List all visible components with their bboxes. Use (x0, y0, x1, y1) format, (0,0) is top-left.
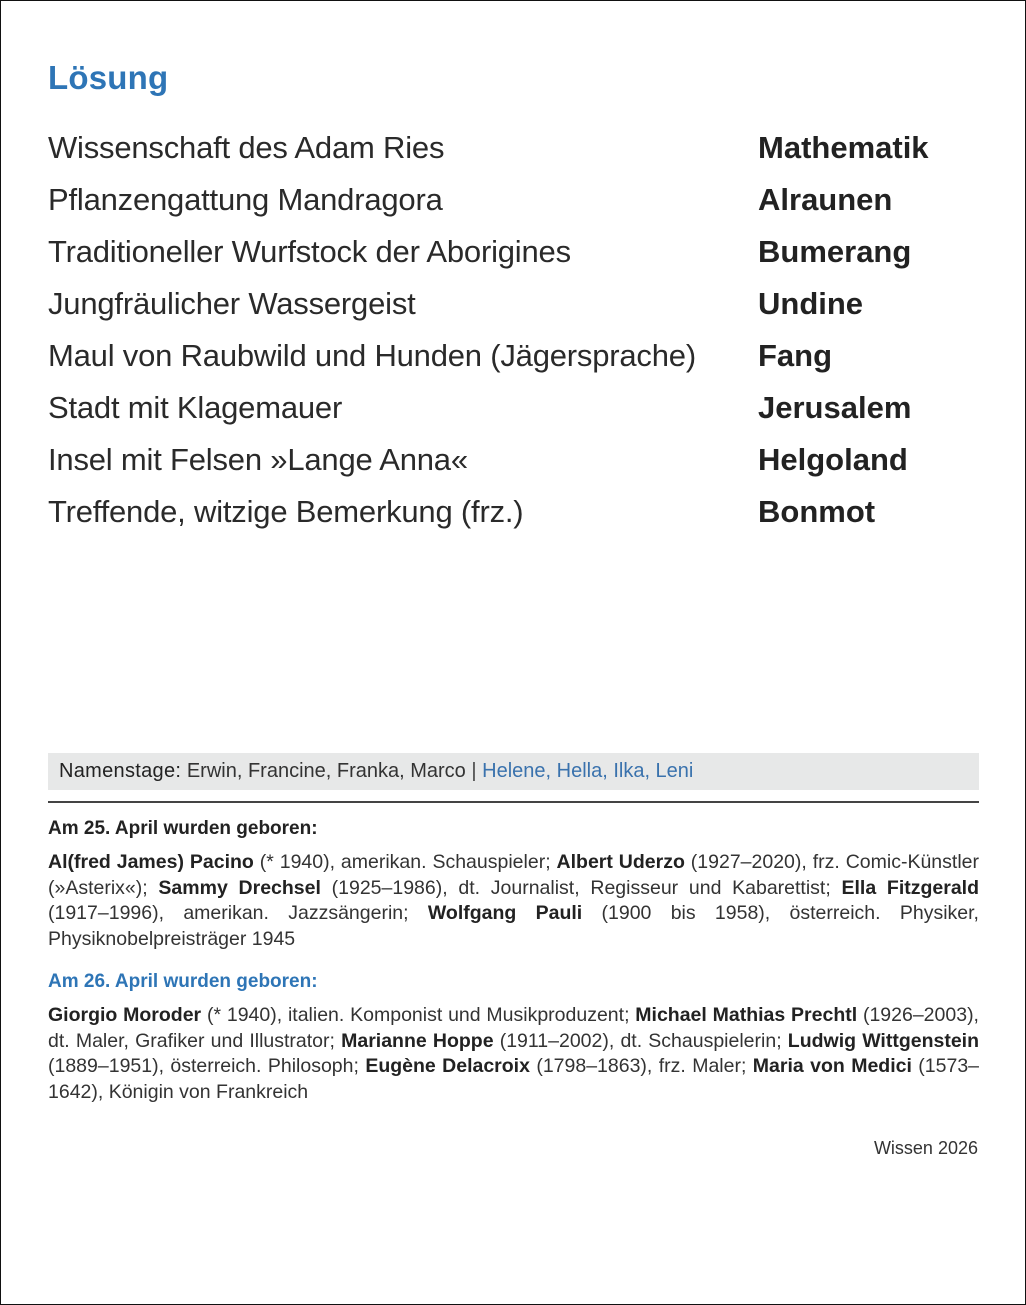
solution-row (48, 122, 988, 174)
person-info: (1798–1863), frz. Maler; (529, 1055, 753, 1077)
person-info: (1926–2003), dt. Maler, Grafiker und Illustrator; (48, 1004, 979, 1052)
answer: Bumerang (758, 234, 912, 269)
clue: Jungfräulicher Wassergeist (48, 286, 416, 321)
clue: Maul von Raubwild und Hunden (Jägersprache) (48, 338, 696, 373)
solution-row (48, 434, 988, 486)
person-name: Ludwig Wittgenstein (787, 1029, 980, 1052)
person-name: Ella Fitzgerald (841, 876, 980, 899)
births-april-26 (48, 971, 979, 1105)
solution-row (48, 226, 988, 278)
births-april-25 (48, 818, 979, 952)
solution-row (48, 486, 988, 538)
births-heading-25: Am 25. April wurden geboren: (48, 818, 318, 839)
person-info: (* 1940), italien. Komponist und Musikproduzent; (201, 1004, 636, 1026)
person-info: (1911–2002), dt. Schauspielerin; (493, 1029, 788, 1052)
divider (48, 801, 979, 803)
person-info: (1573–1642), Königin von Frankreich (48, 1055, 980, 1103)
answer: Mathematik (758, 130, 929, 165)
clue: Traditioneller Wurfstock der Aborigines (48, 234, 571, 269)
clue: Wissenschaft des Adam Ries (48, 130, 445, 165)
answer: Bonmot (758, 494, 876, 529)
person-info: (* 1940), amerikan. Schauspieler; (253, 851, 557, 873)
solution-row (48, 278, 988, 330)
births-text-25 (48, 850, 979, 952)
person-name: Eugène Delacroix (365, 1055, 530, 1077)
person-info: (1925–1986), dt. Journalist, Regisseur und Kabarettist; (320, 876, 842, 899)
person-name: Giorgio Moroder (48, 1004, 202, 1026)
clue: Treffende, witzige Bemerkung (frz.) (48, 494, 524, 529)
solution-row (48, 330, 988, 382)
person-name: Maria von Medici (752, 1055, 912, 1077)
person-info: (1889–1951), österreich. Philosoph; (48, 1055, 366, 1077)
person-name: Sammy Drechsel (158, 876, 321, 899)
name-days-separator: | (471, 760, 477, 782)
clue: Insel mit Felsen »Lange Anna« (48, 442, 468, 477)
births-heading-26: Am 26. April wurden geboren: (48, 971, 318, 992)
person-name: Al(fred James) Pacino (48, 851, 254, 873)
answer: Alraunen (758, 182, 893, 217)
name-days-bar (48, 753, 979, 790)
person-name: Marianne Hoppe (341, 1029, 494, 1052)
answer: Fang (758, 338, 833, 373)
births-text-26 (48, 1003, 979, 1105)
name-days-label: Namenstage: (59, 760, 182, 782)
solution-list (48, 122, 988, 538)
person-name: Wolfgang Pauli (427, 902, 583, 924)
answer: Helgoland (758, 442, 908, 477)
person-name: Albert Uderzo (556, 851, 685, 873)
person-info: (1917–1996), amerikan. Jazzsängerin; (48, 902, 428, 924)
solution-row (48, 382, 988, 434)
clue: Stadt mit Klagemauer (48, 390, 343, 425)
solution-row (48, 174, 988, 226)
person-info: (1927–2020), frz. Comic-Künstler (»Asterix«); (48, 851, 979, 899)
page-title: Lösung (48, 59, 169, 96)
name-days-25: Erwin, Francine, Franka, Marco (186, 760, 466, 782)
person-name: Michael Mathias Prechtl (635, 1004, 858, 1026)
footer-publication: Wissen 2026 (873, 1138, 978, 1158)
person-info: (1900 bis 1958), österreich. Physiker, Physiknobelpreisträger 1945 (48, 902, 979, 950)
answer: Jerusalem (758, 390, 912, 425)
clue: Pflanzengattung Mandragora (48, 182, 443, 217)
name-days-26: Helene, Hella, Ilka, Leni (482, 760, 694, 782)
answer: Undine (758, 286, 864, 321)
